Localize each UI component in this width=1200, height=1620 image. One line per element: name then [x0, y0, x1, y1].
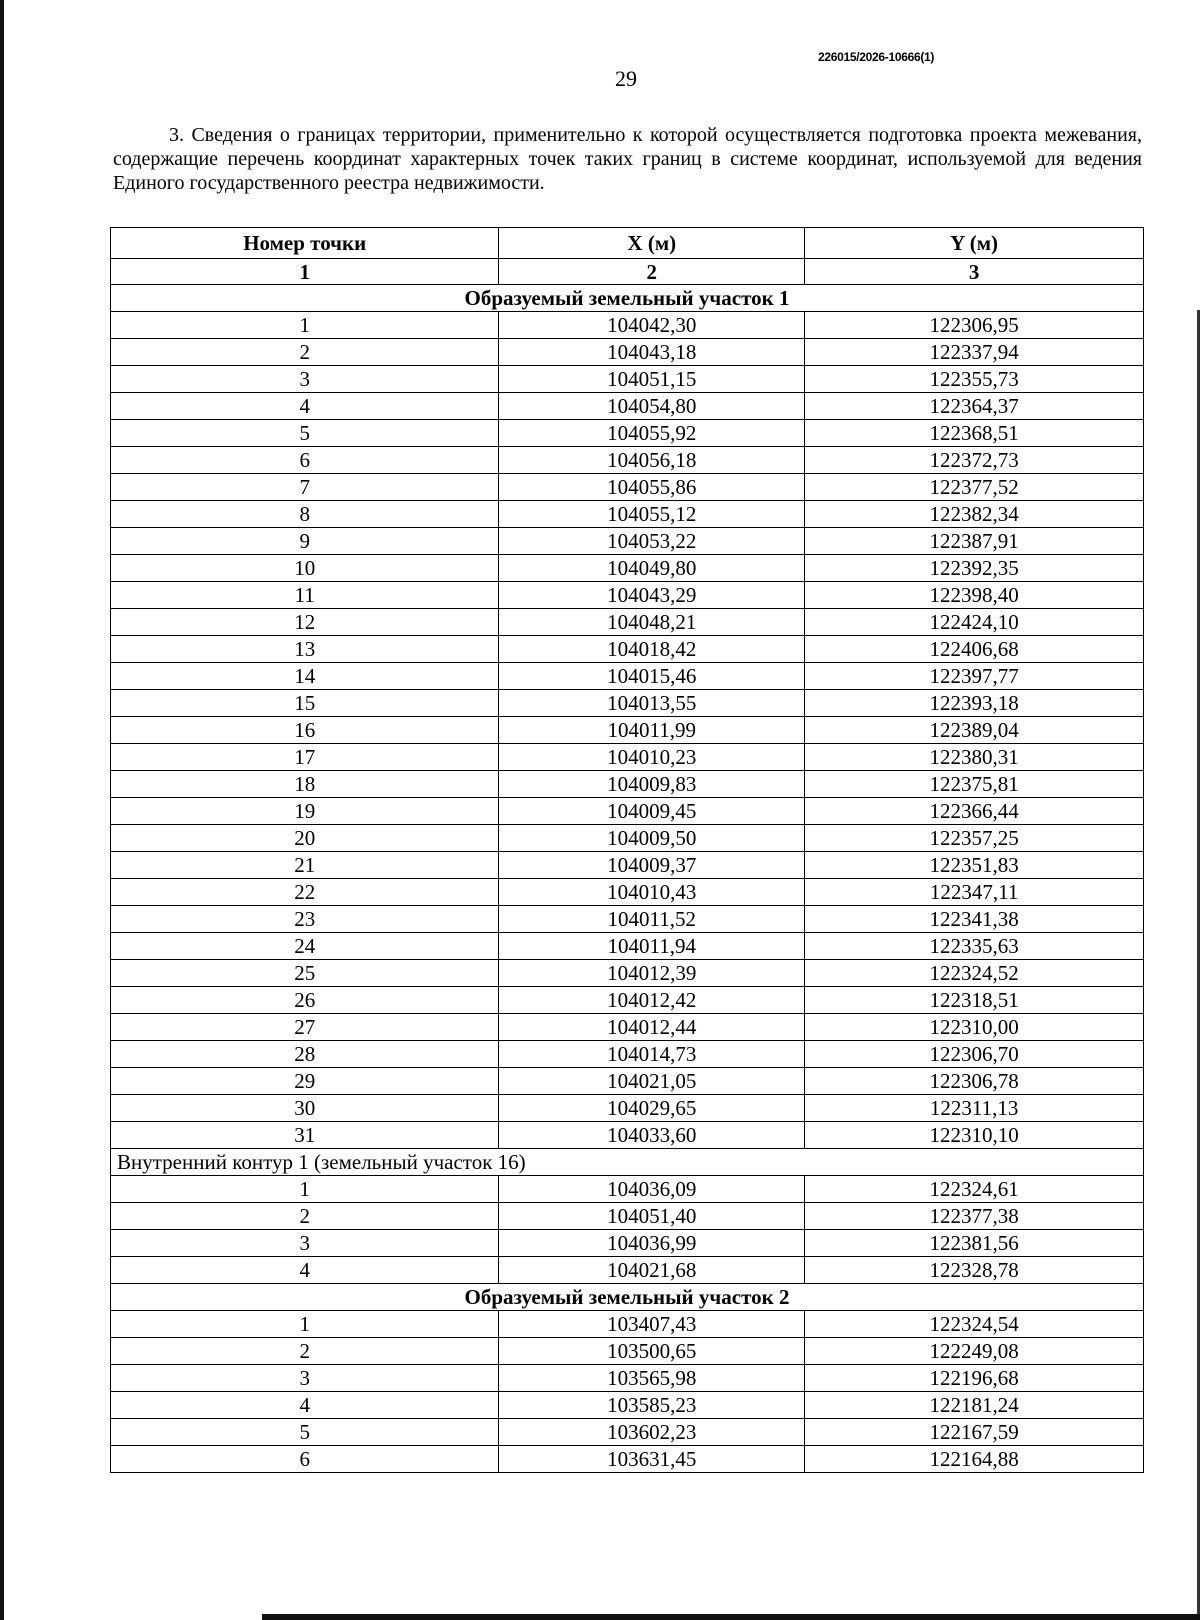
table-row [111, 1014, 1144, 1041]
x-coordinate-cell: 104011,99 [499, 717, 805, 744]
y-coordinate-cell: 122306,78 [805, 1068, 1144, 1095]
point-number-cell: 31 [111, 1122, 499, 1149]
point-number-cell: 21 [111, 852, 499, 879]
table-row [111, 393, 1144, 420]
x-coordinate-cell: 104048,21 [499, 609, 805, 636]
column-number-3: 3 [805, 259, 1144, 285]
table-row [111, 960, 1144, 987]
point-number-cell: 4 [111, 393, 499, 420]
point-number-cell: 2 [111, 1203, 499, 1230]
section-row [111, 1284, 1144, 1311]
x-coordinate-cell: 104051,40 [499, 1203, 805, 1230]
y-coordinate-cell: 122389,04 [805, 717, 1144, 744]
table-row [111, 879, 1144, 906]
point-number-cell: 27 [111, 1014, 499, 1041]
intro-paragraph: 3. Сведения о границах территории, применительно к которой осуществляется подготовка проекта межевания, содержащие перечень координат характерных точек таких границ в системе координат, используемой для ведения Единого государственного реестра недвижимости. [113, 124, 1142, 194]
table-row [111, 663, 1144, 690]
table-row [111, 798, 1144, 825]
x-coordinate-cell: 104051,15 [499, 366, 805, 393]
x-coordinate-cell: 104043,29 [499, 582, 805, 609]
point-number-cell: 9 [111, 528, 499, 555]
y-coordinate-cell: 122366,44 [805, 798, 1144, 825]
table-row [111, 312, 1144, 339]
point-number-cell: 6 [111, 1446, 499, 1473]
table-row [111, 501, 1144, 528]
y-coordinate-cell: 122351,83 [805, 852, 1144, 879]
page-number: 29 [615, 66, 637, 91]
y-coordinate-cell: 122377,52 [805, 474, 1144, 501]
x-coordinate-cell: 103565,98 [499, 1365, 805, 1392]
y-coordinate-cell: 122357,25 [805, 825, 1144, 852]
point-number-cell: 14 [111, 663, 499, 690]
header-x: X (м) [499, 228, 805, 259]
column-number-2: 2 [499, 259, 805, 285]
column-number-row [111, 259, 1144, 285]
point-number-cell: 4 [111, 1392, 499, 1419]
table-row [111, 825, 1144, 852]
y-coordinate-cell: 122310,00 [805, 1014, 1144, 1041]
section-row [111, 1149, 1144, 1176]
table-header-row [111, 228, 1144, 259]
y-coordinate-cell: 122167,59 [805, 1419, 1144, 1446]
x-coordinate-cell: 104053,22 [499, 528, 805, 555]
x-coordinate-cell: 104029,65 [499, 1095, 805, 1122]
x-coordinate-cell: 104009,37 [499, 852, 805, 879]
y-coordinate-cell: 122372,73 [805, 447, 1144, 474]
y-coordinate-cell: 122335,63 [805, 933, 1144, 960]
section-title: Образуемый земельный участок 1 [111, 285, 1144, 312]
point-number-cell: 3 [111, 1365, 499, 1392]
document-id: 226015/2026-10666(1) [818, 50, 935, 64]
point-number-cell: 26 [111, 987, 499, 1014]
section-title: Внутренний контур 1 (земельный участок 16) [111, 1149, 1144, 1176]
y-coordinate-cell: 122311,13 [805, 1095, 1144, 1122]
point-number-cell: 25 [111, 960, 499, 987]
x-coordinate-cell: 104043,18 [499, 339, 805, 366]
point-number-cell: 1 [111, 1176, 499, 1203]
x-coordinate-cell: 104009,50 [499, 825, 805, 852]
y-coordinate-cell: 122164,88 [805, 1446, 1144, 1473]
table-row [111, 420, 1144, 447]
y-coordinate-cell: 122392,35 [805, 555, 1144, 582]
x-coordinate-cell: 104033,60 [499, 1122, 805, 1149]
point-number-cell: 2 [111, 339, 499, 366]
header-point-number: Номер точки [111, 228, 499, 259]
y-coordinate-cell: 122398,40 [805, 582, 1144, 609]
point-number-cell: 3 [111, 1230, 499, 1257]
x-coordinate-cell: 104009,83 [499, 771, 805, 798]
y-coordinate-cell: 122181,24 [805, 1392, 1144, 1419]
table-row [111, 366, 1144, 393]
x-coordinate-cell: 104011,94 [499, 933, 805, 960]
y-coordinate-cell: 122381,56 [805, 1230, 1144, 1257]
y-coordinate-cell: 122310,10 [805, 1122, 1144, 1149]
y-coordinate-cell: 122324,52 [805, 960, 1144, 987]
table-row [111, 1419, 1144, 1446]
table-row [111, 1230, 1144, 1257]
point-number-cell: 3 [111, 366, 499, 393]
table-row [111, 528, 1144, 555]
y-coordinate-cell: 122382,34 [805, 501, 1144, 528]
table-row [111, 1095, 1144, 1122]
scan-left-edge [0, 0, 4, 1620]
table-row [111, 555, 1144, 582]
y-coordinate-cell: 122249,08 [805, 1338, 1144, 1365]
table-row [111, 609, 1144, 636]
point-number-cell: 8 [111, 501, 499, 528]
table-row [111, 339, 1144, 366]
y-coordinate-cell: 122337,94 [805, 339, 1144, 366]
x-coordinate-cell: 103631,45 [499, 1446, 805, 1473]
point-number-cell: 1 [111, 1311, 499, 1338]
point-number-cell: 24 [111, 933, 499, 960]
point-number-cell: 4 [111, 1257, 499, 1284]
point-number-cell: 30 [111, 1095, 499, 1122]
point-number-cell: 6 [111, 447, 499, 474]
x-coordinate-cell: 104014,73 [499, 1041, 805, 1068]
y-coordinate-cell: 122328,78 [805, 1257, 1144, 1284]
x-coordinate-cell: 104010,43 [499, 879, 805, 906]
x-coordinate-cell: 104049,80 [499, 555, 805, 582]
y-coordinate-cell: 122341,38 [805, 906, 1144, 933]
point-number-cell: 5 [111, 420, 499, 447]
y-coordinate-cell: 122306,95 [805, 312, 1144, 339]
point-number-cell: 19 [111, 798, 499, 825]
y-coordinate-cell: 122424,10 [805, 609, 1144, 636]
table-row [111, 771, 1144, 798]
x-coordinate-cell: 104055,12 [499, 501, 805, 528]
x-coordinate-cell: 104012,39 [499, 960, 805, 987]
scan-bottom-edge [262, 1614, 1200, 1620]
table-row [111, 744, 1144, 771]
point-number-cell: 28 [111, 1041, 499, 1068]
x-coordinate-cell: 103602,23 [499, 1419, 805, 1446]
table-row [111, 933, 1144, 960]
point-number-cell: 7 [111, 474, 499, 501]
table-row [111, 1122, 1144, 1149]
y-coordinate-cell: 122318,51 [805, 987, 1144, 1014]
table-row [111, 1338, 1144, 1365]
x-coordinate-cell: 104055,86 [499, 474, 805, 501]
point-number-cell: 20 [111, 825, 499, 852]
table-row [111, 1203, 1144, 1230]
y-coordinate-cell: 122406,68 [805, 636, 1144, 663]
x-coordinate-cell: 104036,09 [499, 1176, 805, 1203]
table-row [111, 1311, 1144, 1338]
table-row [111, 906, 1144, 933]
table-row [111, 1068, 1144, 1095]
x-coordinate-cell: 104013,55 [499, 690, 805, 717]
y-coordinate-cell: 122324,61 [805, 1176, 1144, 1203]
x-coordinate-cell: 103585,23 [499, 1392, 805, 1419]
x-coordinate-cell: 104021,05 [499, 1068, 805, 1095]
point-number-cell: 23 [111, 906, 499, 933]
coordinates-table [110, 227, 1144, 1473]
y-coordinate-cell: 122355,73 [805, 366, 1144, 393]
point-number-cell: 13 [111, 636, 499, 663]
table-row [111, 1257, 1144, 1284]
point-number-cell: 2 [111, 1338, 499, 1365]
table-row [111, 1446, 1144, 1473]
point-number-cell: 15 [111, 690, 499, 717]
table-row [111, 1176, 1144, 1203]
x-coordinate-cell: 104018,42 [499, 636, 805, 663]
y-coordinate-cell: 122393,18 [805, 690, 1144, 717]
point-number-cell: 18 [111, 771, 499, 798]
point-number-cell: 16 [111, 717, 499, 744]
y-coordinate-cell: 122306,70 [805, 1041, 1144, 1068]
x-coordinate-cell: 104021,68 [499, 1257, 805, 1284]
coordinates-table-body [111, 228, 1144, 1473]
x-coordinate-cell: 104012,44 [499, 1014, 805, 1041]
table-row [111, 1392, 1144, 1419]
x-coordinate-cell: 104055,92 [499, 420, 805, 447]
section-row [111, 285, 1144, 312]
point-number-cell: 17 [111, 744, 499, 771]
point-number-cell: 12 [111, 609, 499, 636]
x-coordinate-cell: 104042,30 [499, 312, 805, 339]
section-title: Образуемый земельный участок 2 [111, 1284, 1144, 1311]
y-coordinate-cell: 122368,51 [805, 420, 1144, 447]
table-row [111, 690, 1144, 717]
y-coordinate-cell: 122364,37 [805, 393, 1144, 420]
point-number-cell: 1 [111, 312, 499, 339]
y-coordinate-cell: 122324,54 [805, 1311, 1144, 1338]
x-coordinate-cell: 103500,65 [499, 1338, 805, 1365]
y-coordinate-cell: 122196,68 [805, 1365, 1144, 1392]
point-number-cell: 11 [111, 582, 499, 609]
y-coordinate-cell: 122347,11 [805, 879, 1144, 906]
table-row [111, 1365, 1144, 1392]
point-number-cell: 5 [111, 1419, 499, 1446]
table-row [111, 582, 1144, 609]
table-row [111, 852, 1144, 879]
x-coordinate-cell: 104009,45 [499, 798, 805, 825]
x-coordinate-cell: 104012,42 [499, 987, 805, 1014]
table-row [111, 447, 1144, 474]
x-coordinate-cell: 103407,43 [499, 1311, 805, 1338]
y-coordinate-cell: 122377,38 [805, 1203, 1144, 1230]
x-coordinate-cell: 104056,18 [499, 447, 805, 474]
header-y: Y (м) [805, 228, 1144, 259]
table-row [111, 636, 1144, 663]
y-coordinate-cell: 122387,91 [805, 528, 1144, 555]
column-number-1: 1 [111, 259, 499, 285]
table-row [111, 717, 1144, 744]
point-number-cell: 10 [111, 555, 499, 582]
point-number-cell: 22 [111, 879, 499, 906]
y-coordinate-cell: 122397,77 [805, 663, 1144, 690]
x-coordinate-cell: 104054,80 [499, 393, 805, 420]
x-coordinate-cell: 104015,46 [499, 663, 805, 690]
table-row [111, 987, 1144, 1014]
x-coordinate-cell: 104011,52 [499, 906, 805, 933]
table-row [111, 1041, 1144, 1068]
x-coordinate-cell: 104036,99 [499, 1230, 805, 1257]
x-coordinate-cell: 104010,23 [499, 744, 805, 771]
y-coordinate-cell: 122380,31 [805, 744, 1144, 771]
table-row [111, 474, 1144, 501]
point-number-cell: 29 [111, 1068, 499, 1095]
y-coordinate-cell: 122375,81 [805, 771, 1144, 798]
